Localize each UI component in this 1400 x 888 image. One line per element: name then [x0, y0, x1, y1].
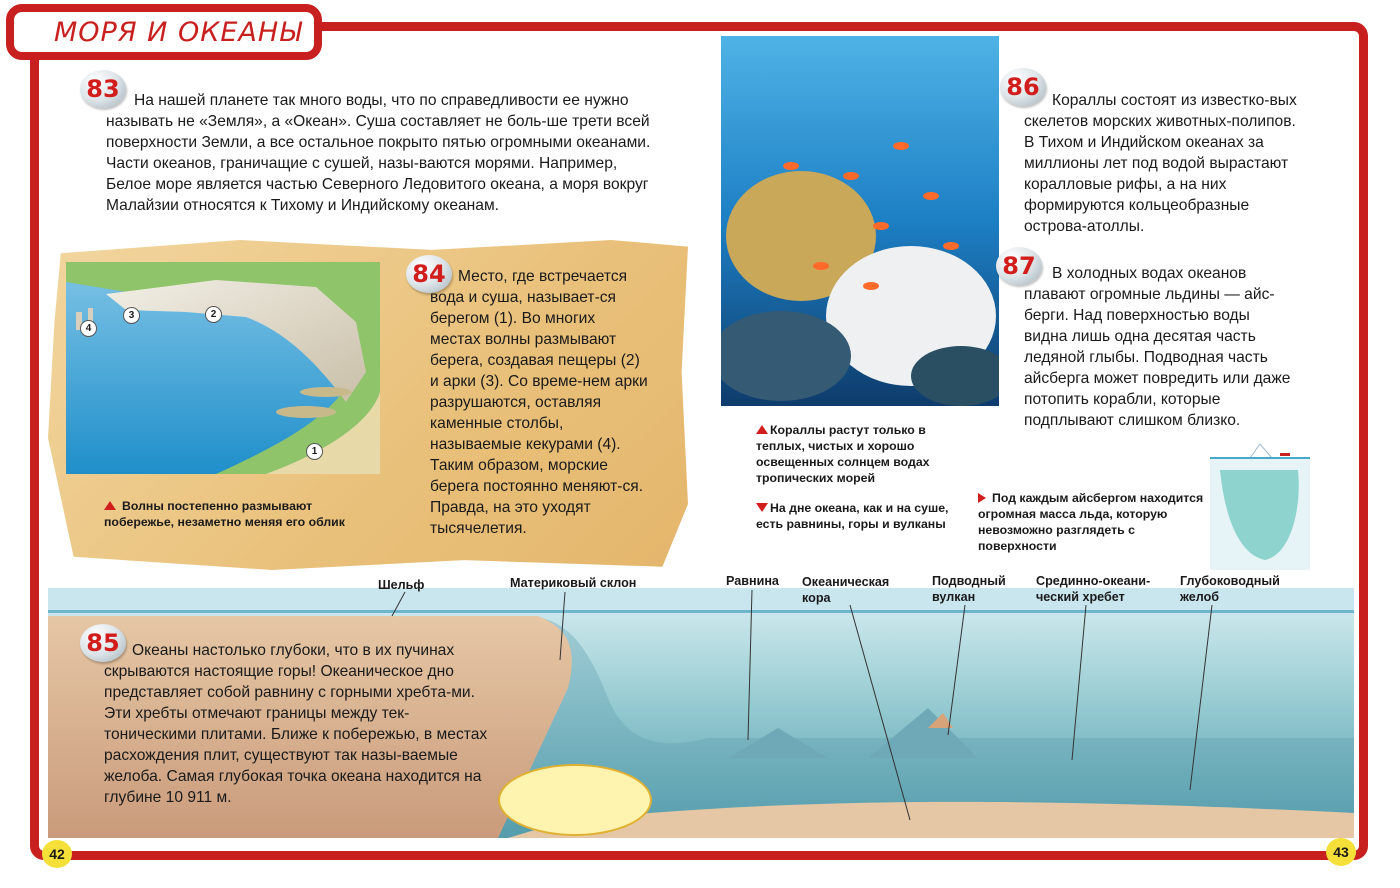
- page-title: МОРЯ И ОКЕАНЫ: [54, 16, 303, 48]
- coast-marker-2: 2: [205, 306, 222, 323]
- iceberg-illustration: [1210, 440, 1310, 570]
- fact-badge-85: 85: [80, 624, 126, 662]
- label-oceanic-crust: Океаническая кора: [802, 575, 890, 605]
- caption-iceberg: Под каждым айсбергом находится огромная масса льда, которую невозможно разглядеть с поверхности: [978, 491, 1204, 553]
- page-number-left: 42: [42, 840, 72, 868]
- label-shelf: Шельф: [378, 578, 425, 592]
- page-number-right: 43: [1326, 838, 1356, 866]
- triangle-up-icon: [104, 501, 116, 510]
- fact-badge-83: 83: [80, 70, 126, 108]
- fact-text-85: Океаны настолько глубоки, что в их пучинах скрываются настоящие горы! Океаническое дно представляет собой равнину с горными хребта-ми. Эти хребты отмечают границы между тек-тоническими плитами. Ближе к побережью, в местах расхождения плит, существуют так назы-ваемые желоба. Самая глубокая точка океана находится на глубине 10 911 м.: [104, 642, 488, 806]
- caption-coast: Волны постепенно размывают побережье, незаметно меняя его облик: [104, 499, 345, 529]
- fact-text-84: Место, где встречается вода и суша, называет-ся берегом (1). Во многих местах волны размывают берега, создавая пещеры (2) и арки (3). Со време-нем арки разрушаются, оставляя каменные столбы, называемые кекурами (4). Таким образом, морские берега постоянно меняют-ся. Правда, на это уходят тысячелетия.: [430, 268, 648, 537]
- fact-text-87: В холодных водах океанов плавают огромные льдины — айс-берги. Над поверхностью воды видна лишь одна десятая часть ледяной глыбы. Подводная часть айсберга может повредить или даже потопить корабли, которые подплывают слишком близко.: [1024, 265, 1291, 429]
- label-underwater-volcano: Подводный вулкан: [932, 574, 1006, 604]
- triangle-up-icon: [756, 425, 768, 434]
- coast-marker-3: 3: [123, 307, 140, 324]
- label-mid-ocean-ridge: Срединно-океани-ческий хребет: [1036, 574, 1151, 604]
- fact-badge-87: 87: [996, 247, 1042, 285]
- label-continental-slope: Материковый склон: [510, 576, 637, 590]
- caption-corals: Кораллы растут только в теплых, чистых и хорошо освещенных солнцем водах тропических морей: [756, 423, 930, 485]
- fact-badge-84: 84: [406, 255, 452, 293]
- fact-badge-86: 86: [1000, 68, 1046, 106]
- coast-marker-1: 1: [306, 443, 323, 460]
- label-plain: Равнина: [726, 574, 779, 588]
- coral-reef-photo: [721, 36, 999, 406]
- fact-text-86: Кораллы состоят из известко-вых скелетов морских животных-полипов. В Тихом и Индийском океанах за миллионы лет под водой вырастают коралловые рифы, а на них формируются кольцеобразные острова-атоллы.: [1024, 92, 1297, 235]
- cartoon-inset: [498, 764, 652, 836]
- triangle-down-icon: [756, 503, 768, 512]
- coast-marker-4: 4: [80, 320, 97, 337]
- coast-illustration: [66, 262, 380, 474]
- caption-ocean-floor: На дне океана, как и на суше, есть равнины, горы и вулканы: [756, 501, 949, 531]
- title-tab: [6, 4, 322, 60]
- fact-text-83: На нашей планете так много воды, что по справедливости ее нужно называть не «Земля», а «Океан». Суша составляет не боль-ше трети всей поверхности Земли, а все остальное покрыто пятью огромными океанами. Части океанов, граничащие с сушей, назы-ваются морями. Например, Белое море является частью Северного Ледовитого океана, а моря вокруг Малайзии относятся к Тихому и Индийскому океанам.: [106, 92, 651, 214]
- triangle-right-icon: [978, 493, 986, 503]
- label-deep-trench: Глубоководный желоб: [1180, 574, 1280, 604]
